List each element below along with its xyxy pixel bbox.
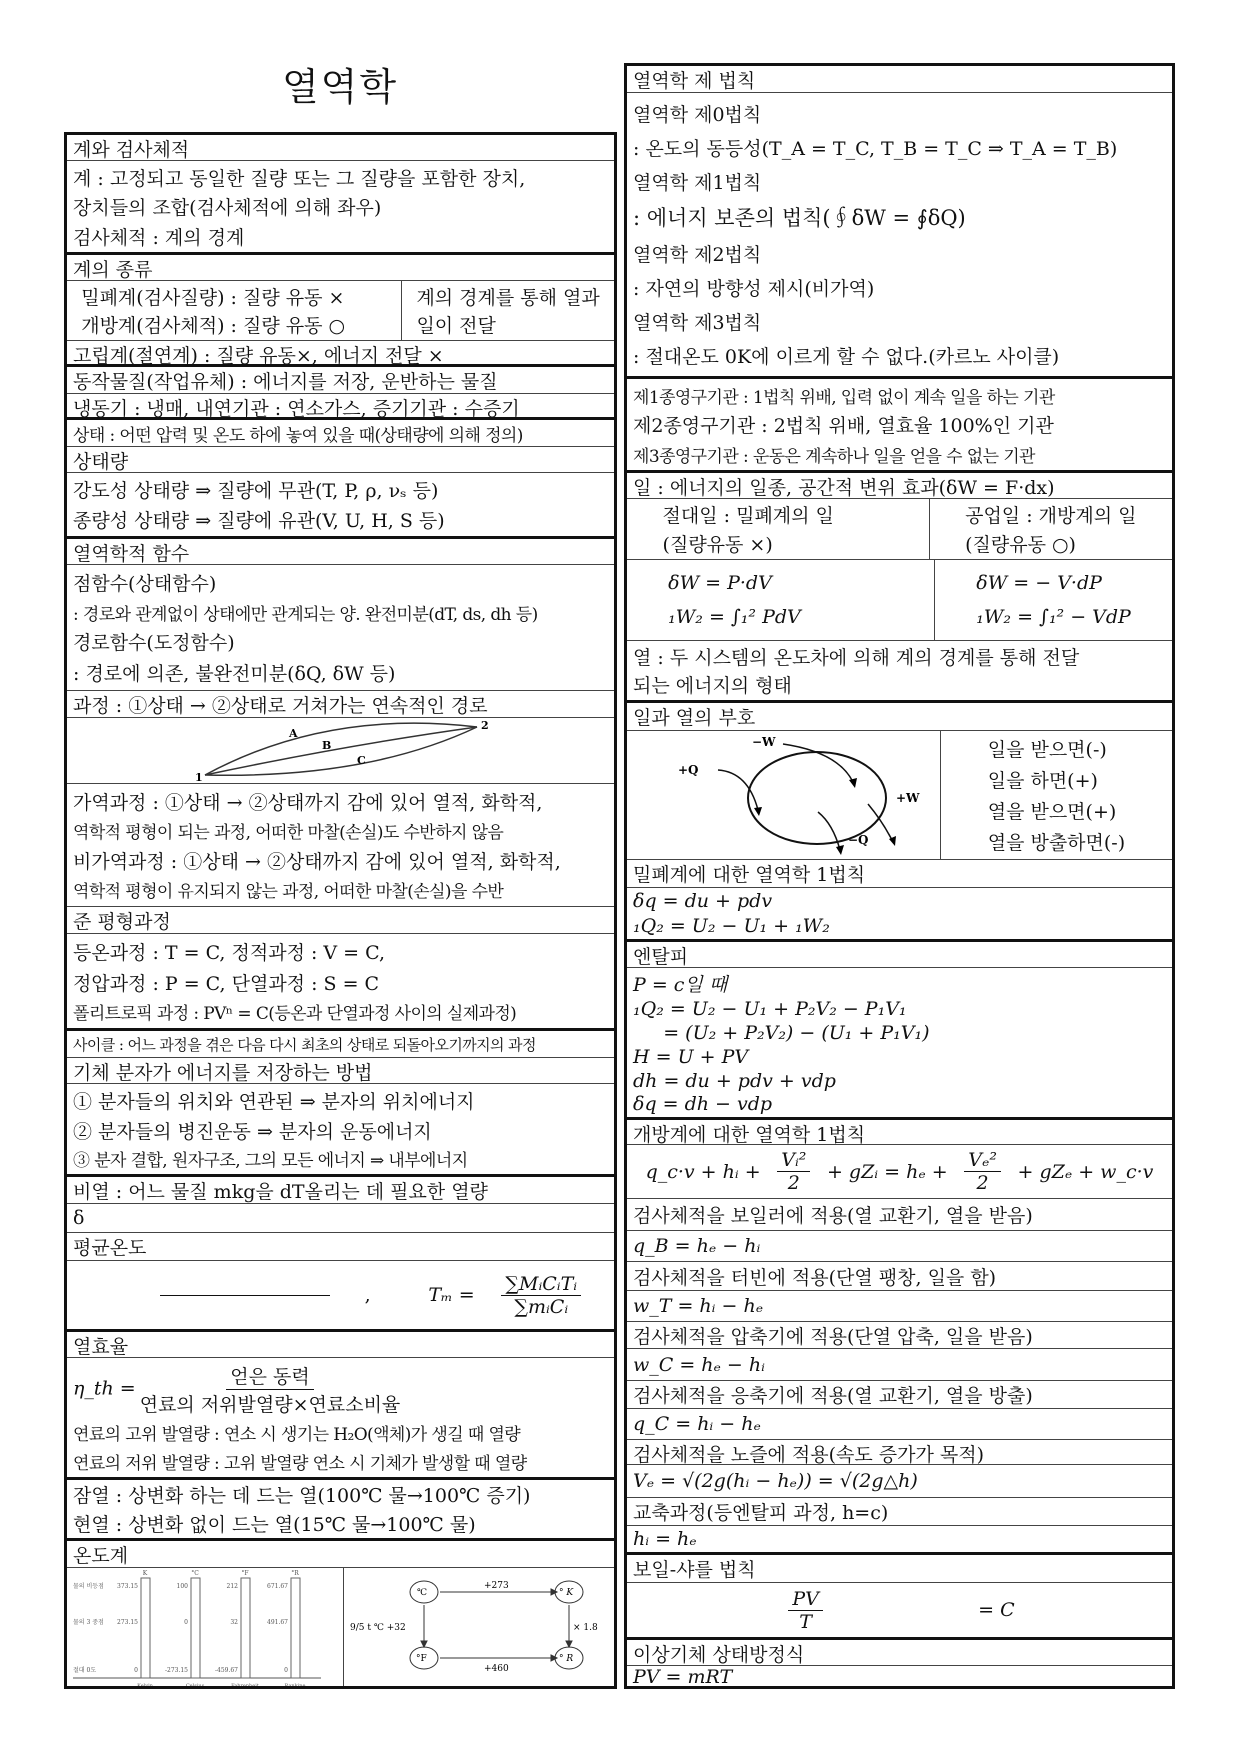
label-plus-w: +W	[895, 790, 920, 805]
numerator: 얻은 동력	[226, 1362, 313, 1390]
arrowhead	[566, 1641, 572, 1647]
scale-text: 0	[284, 1667, 288, 1674]
conv-label: +460	[484, 1664, 509, 1674]
formula-part: + gZₑ + w_c·v	[1017, 1160, 1154, 1183]
numerator: PV	[788, 1588, 823, 1611]
section-header	[627, 66, 1172, 93]
process-body	[67, 784, 614, 907]
formula-lhs: η_th =	[73, 1377, 136, 1399]
open-system: 개방계(검사체적) : 질량 유동 ○	[81, 315, 346, 338]
app-title: 검사체적을 압축기에 적용(단열 압축, 일을 받음)	[633, 1326, 1033, 1348]
boyle-formula	[627, 1583, 1172, 1640]
text-line: 경로함수(도정함수)	[73, 632, 235, 655]
sign-body	[627, 731, 1172, 860]
sensible-heat: 현열 : 상변화 없이 드는 열(15℃ 물→100℃ 물)	[73, 1513, 476, 1536]
denominator: ∑mᵢCᵢ	[514, 1295, 569, 1318]
intensive: 강도성 상태량 ⇒ 질량에 무관(T, P, ρ, νₛ 등)	[73, 480, 439, 502]
open-header: 개방계에 대한 열역학 1법칙	[633, 1124, 866, 1145]
working-row	[67, 367, 614, 394]
thermometer-bar	[141, 1578, 150, 1678]
text-line: (질량유동 ○)	[965, 534, 1076, 556]
thermometer-header: 온도계	[73, 1545, 129, 1567]
node-label: °F	[416, 1654, 427, 1664]
text-line: 열을 방출하면(-)	[987, 832, 1126, 854]
text-line: 점함수(상태함수)	[73, 572, 217, 595]
formula: w_C = hₑ − hᵢ	[633, 1353, 765, 1376]
section-header	[67, 447, 614, 473]
label-c: C	[357, 753, 366, 767]
text-line: : 절대온도 0K에 이르게 할 수 없다.(카르노 사이클)	[633, 345, 1060, 368]
scale-text: 100	[176, 1583, 188, 1590]
label-1: 1	[195, 770, 203, 783]
table-row	[627, 1262, 1172, 1291]
scale-text: 212	[226, 1583, 238, 1590]
formula: ₁Q₂ = U₂ − U₁ + ₁W₂	[633, 914, 830, 937]
scale-text: 373.15	[117, 1583, 138, 1590]
table-row	[627, 1199, 1172, 1231]
formula-part: = C	[978, 1599, 1015, 1621]
text-line: (질량유동 ×)	[662, 534, 773, 556]
scale-text: 0	[134, 1667, 138, 1674]
text-line: 비가역과정 : ①상태 → ②상태까지 감에 있어 열적, 화학적,	[73, 850, 561, 873]
node-label: ° K	[559, 1588, 574, 1598]
app-title: 검사체적을 터빈에 적용(단열 팽창, 일을 함)	[633, 1266, 997, 1289]
text-line: 계 : 고정되고 동일한 질량 또는 그 질량을 포함한 장치,	[73, 167, 526, 190]
formula: δW = − V·dP	[976, 572, 1102, 594]
formula: q_B = hₑ − hᵢ	[633, 1235, 761, 1257]
higher-heating-value: 연료의 고위 발열량 : 연소 시 생기는 H₂O(액체)가 생길 때 열량	[73, 1425, 521, 1445]
text-line: : 경로와 관계없이 상태에만 관계되는 양. 완전미분(dT, ds, dh 등)	[73, 604, 538, 625]
formula: δq = du + pdv	[633, 890, 773, 913]
text-line: : 온도의 동등성(T_A = T_C, T_B = T_C ⇒ T_A = T_B)	[633, 138, 1118, 161]
app-title: 검사체적을 응축기에 적용(열 교환기, 열을 방출)	[633, 1385, 1033, 1407]
row-label: 물의 3 중점	[73, 1619, 104, 1626]
section-header	[67, 691, 614, 718]
heat-body	[627, 641, 1172, 703]
blank-line	[160, 1295, 330, 1296]
section-header	[627, 473, 1172, 499]
app-title: 교축과정(등엔탈피 과정, h=c)	[633, 1502, 889, 1524]
numerator: Vᵢ²	[777, 1149, 810, 1172]
enthalpy-header: 엔탈피	[633, 946, 689, 968]
work-types	[627, 499, 1172, 560]
types-split	[67, 281, 614, 341]
formula: H = U + PV	[633, 1045, 749, 1068]
formula: ₁W₂ = ∫₁² − VdP	[976, 606, 1131, 628]
refrigerant-row	[67, 394, 614, 420]
app-title: 검사체적을 보일러에 적용(열 교환기, 열을 받음)	[633, 1205, 1033, 1227]
closed-system: 밀폐계(검사질량) : 질량 유동 ×	[81, 286, 345, 309]
section-header	[67, 135, 614, 161]
lower-heating-value: 연료의 저위 발열량 : 고위 발열량 연소 시 기체가 발생할 때 열량	[73, 1453, 527, 1474]
label-minus-w: −W	[751, 734, 776, 749]
text-line: ② 분자들의 병진운동 ⇒ 분자의 운동에너지	[73, 1120, 432, 1143]
text-line: 열역학 제2법칙	[633, 243, 762, 266]
conv-label: 9/5 t ℃ +32	[350, 1623, 406, 1633]
app-title: 검사체적을 노즐에 적용(속도 증가가 목적)	[633, 1444, 985, 1465]
system-header: 계와 검사체적	[73, 139, 190, 161]
table-row	[627, 1465, 1172, 1498]
scale-text: 491.67	[267, 1619, 288, 1626]
formula: w_T = hᵢ − hₑ	[633, 1295, 764, 1317]
page-title: 열역학	[281, 65, 399, 109]
thermometer-bar	[291, 1578, 300, 1678]
scale-text: K	[142, 1570, 148, 1577]
process-header: 과정 : ①상태 → ②상태로 거쳐가는 연속적인 경로	[73, 695, 488, 717]
table-row	[627, 1381, 1172, 1409]
thermometer-bar	[191, 1578, 200, 1678]
efficiency-header: 열효율	[73, 1336, 129, 1358]
arrow-work-in	[783, 744, 853, 782]
working-fluid: 동작물질(작업유체) : 에너지를 저장, 운반하는 물질	[73, 371, 498, 393]
conv-label: × 1.8	[573, 1623, 598, 1633]
formula: ₁W₂ = ∫₁² PdV	[668, 606, 801, 628]
latent-body	[67, 1480, 614, 1541]
state-body	[67, 473, 614, 539]
state-header: 상태량	[73, 451, 129, 473]
section-header	[627, 860, 1172, 888]
text-line: 역학적 평형이 되는 과정, 어떠한 마찰(손실)도 수반하지 않음	[73, 823, 504, 844]
section-header	[627, 1640, 1172, 1666]
arrow-work-out	[868, 804, 893, 842]
laws-body	[627, 93, 1172, 379]
ideal-header: 이상기체 상태방정식	[633, 1644, 805, 1666]
text-line: ③ 분자 결합, 원자구조, 그의 모든 에너지 ⇒ 내부에너지	[73, 1151, 468, 1172]
mean-temp-formula	[67, 1261, 614, 1332]
state-def: 상태 : 어떤 압력 및 온도 하에 놓여 있을 때(상태량에 의해 정의)	[73, 425, 523, 446]
scale-text: 273.15	[117, 1619, 138, 1626]
specific-heat: 비열 : 어느 물질 mkg을 dT올리는 데 필요한 열량	[73, 1181, 488, 1203]
formula: ₁Q₂ = U₂ − U₁ + P₂V₂ − P₁V₁	[633, 998, 907, 1021]
section-header	[67, 1332, 614, 1358]
text-line: 제1종영구기관 : 1법칙 위배, 입력 없이 계속 일을 하는 기관	[633, 387, 1055, 408]
arrow-heat-in	[718, 770, 758, 810]
refrigerant: 냉동기 : 냉매, 내연기관 : 연소가스, 증기기관 : 수증기	[73, 398, 520, 420]
section-header	[67, 1541, 614, 1568]
closed-header: 밀폐계에 대한 열역학 1법칙	[633, 864, 866, 886]
formula-lhs: Tₘ =	[428, 1284, 475, 1306]
text-line: 공업일 : 개방계의 일	[965, 505, 1137, 527]
types-header: 계의 종류	[73, 259, 153, 281]
scale-text: Fahrenheit	[231, 1683, 259, 1686]
text-line: 열역학 제1법칙	[633, 172, 762, 195]
boyle-header: 보일-샤를 법칙	[633, 1559, 756, 1581]
formula: hᵢ = hₑ	[633, 1528, 697, 1550]
text-line: 일이 전달	[416, 315, 496, 338]
arrowhead	[421, 1641, 427, 1647]
scale-text: 671.67	[267, 1583, 288, 1590]
section-header	[67, 255, 614, 281]
arrowhead	[849, 778, 857, 788]
extensive: 종량성 상태량 ⇒ 질량에 유관(V, U, H, S 등)	[73, 510, 445, 532]
scale-text: °F	[241, 1570, 249, 1577]
text-line: 역학적 평형이 유지되지 않는 과정, 어떠한 마찰(손실)을 수반	[73, 882, 504, 903]
isolated-system: 고립계(절연계) : 질량 유동×, 에너지 전달 ×	[73, 345, 444, 367]
text-line: 제2종영구기관 : 2법칙 위배, 열효율 100%인 기관	[633, 415, 1054, 437]
text-line: : 에너지 보존의 법칙(∮δW = ∮δQ)	[633, 206, 966, 231]
denominator: 2	[976, 1172, 989, 1194]
cycle: 사이클 : 어느 과정을 겪은 다음 다시 최초의 상태로 되돌아오기까지의 과정	[73, 1035, 536, 1054]
text-line: 되는 에너지의 형태	[633, 675, 792, 698]
formula: δq = dh − vdp	[633, 1093, 773, 1116]
section-header	[627, 942, 1172, 968]
table-row	[627, 1291, 1172, 1322]
section-header	[627, 1555, 1172, 1583]
scale-text: -273.15	[164, 1667, 188, 1674]
text-line: 절대일 : 밀폐계의 일	[662, 505, 834, 527]
formula: q_C = hᵢ − hₑ	[633, 1413, 761, 1435]
delta-row	[67, 1204, 614, 1233]
work-formulas	[627, 560, 1172, 641]
functions-body	[67, 565, 614, 691]
state-def-row	[67, 420, 614, 447]
text-line: 열 : 두 시스템의 온도차에 의해 계의 경계를 통해 전달	[633, 646, 1080, 669]
denominator: 2	[787, 1172, 800, 1194]
text-line: 장치들의 조합(검사체적에 의해 좌우)	[73, 197, 382, 219]
row-label: 절대 0도	[73, 1667, 97, 1674]
section-header	[627, 703, 1172, 731]
efficiency-body	[67, 1358, 614, 1480]
text-line: 열을 받으면(+)	[987, 801, 1117, 823]
node-label: ° R	[559, 1654, 574, 1664]
text-line: : 자연의 방향성 제시(비가역)	[633, 277, 875, 300]
numerator: Vₑ²	[964, 1149, 1001, 1172]
system-ellipse	[748, 752, 886, 844]
process-diagram	[67, 718, 614, 784]
node-label: ℃	[417, 1588, 428, 1598]
arrowhead	[754, 807, 762, 816]
process-path-diagram	[67, 719, 614, 783]
conv-label: +273	[484, 1581, 509, 1591]
denominator: T	[799, 1610, 812, 1633]
section-header	[67, 1058, 614, 1084]
table-row	[627, 1498, 1172, 1526]
formula: = (U₂ + P₂V₂) − (U₁ + P₁V₁)	[633, 1022, 930, 1045]
ideal-formula	[627, 1666, 1172, 1686]
separator: ,	[364, 1284, 371, 1306]
section-header	[627, 1120, 1172, 1145]
text-line: ① 분자들의 위치와 연관된 ⇒ 분자의 위치에너지	[73, 1090, 475, 1113]
sign-header: 일과 열의 부호	[633, 707, 756, 729]
text-line: 제3종영구기관 : 운동은 계속하나 일을 얻을 수 없는 기관	[633, 446, 1035, 467]
section-header	[67, 1233, 614, 1261]
open-formula	[627, 1145, 1172, 1199]
perpetual-body	[627, 379, 1172, 473]
formula-part: + gZᵢ = hₑ +	[826, 1160, 948, 1183]
enthalpy-body	[627, 968, 1172, 1120]
closed-body	[627, 888, 1172, 942]
section-header	[67, 539, 614, 565]
scale-text: 32	[230, 1619, 238, 1626]
scale-text: °C	[191, 1570, 199, 1577]
energy-header: 기체 분자가 에너지를 저장하는 방법	[73, 1062, 373, 1084]
scale-text: Kelvin	[137, 1683, 153, 1686]
functions-header: 열역학적 함수	[73, 543, 190, 565]
section-header	[67, 907, 614, 934]
scale-text: Rankine	[284, 1683, 306, 1686]
table-row	[627, 1440, 1172, 1465]
text-line: 열역학 제3법칙	[633, 311, 762, 334]
formula: dh = du + pdv + vdp	[633, 1069, 836, 1092]
formula: P = c일 때	[633, 973, 728, 996]
arrowhead	[551, 1655, 557, 1661]
conversion-diagram	[344, 1568, 614, 1686]
arrowhead	[836, 845, 844, 855]
formula: PV = mRT	[633, 1666, 733, 1686]
scale-text: °R	[291, 1570, 299, 1577]
thermometer-bar	[241, 1578, 250, 1678]
text-line: 정압과정 : P = C, 단열과정 : S = C	[73, 972, 380, 995]
row-label: 물의 비등점	[73, 1583, 104, 1590]
scale-text: -459.67	[214, 1667, 238, 1674]
text-line: 등온과정 : T = C, 정적과정 : V = C,	[73, 941, 386, 964]
label-b: B	[322, 738, 332, 752]
text-line: 계의 경계를 통해 열과	[416, 286, 600, 309]
text-line: 일을 하면(+)	[987, 770, 1098, 792]
scale-text: 0	[184, 1619, 188, 1626]
left-column	[64, 132, 617, 1689]
label-minus-q: −Q	[847, 832, 869, 847]
thermometer-diagrams	[67, 1568, 614, 1686]
formula: Vₑ = √(2g(hᵢ − hₑ)) = √(2g△h)	[633, 1470, 918, 1492]
table-row	[627, 1322, 1172, 1349]
formula-part: q_c·v + hᵢ +	[645, 1160, 761, 1183]
cycle-row	[67, 1031, 614, 1058]
text-line: 검사체적 : 계의 경계	[73, 226, 245, 249]
text-line: 일을 받으면(-)	[987, 739, 1107, 761]
table-row	[627, 1409, 1172, 1440]
mean-temp-header: 평균온도	[73, 1237, 147, 1259]
right-column	[624, 63, 1175, 1689]
text-line: 폴리트로픽 과정 : PVⁿ = C(등온과 단열과정 사이의 실제과정)	[73, 1004, 517, 1025]
text-line: 가역과정 : ①상태 → ②상태까지 감에 있어 열적, 화학적,	[73, 791, 543, 814]
quasi-header: 준 평형과정	[73, 911, 171, 933]
energy-body	[67, 1084, 614, 1177]
table-row	[627, 1349, 1172, 1381]
temperature-scales-chart	[67, 1568, 343, 1686]
system-body	[67, 161, 614, 255]
quasi-body	[67, 934, 614, 1031]
isolated-row	[67, 341, 614, 367]
latent-heat: 잠열 : 상변화 하는 데 드는 열(100℃ 물→100℃ 증기)	[73, 1485, 531, 1508]
specific-heat-row	[67, 1177, 614, 1204]
label-plus-q: +Q	[677, 762, 699, 777]
formula: δW = P·dV	[668, 572, 772, 594]
numerator: ∑MᵢCᵢTᵢ	[501, 1273, 581, 1296]
table-row	[627, 1231, 1172, 1262]
label-2: 2	[481, 718, 489, 732]
laws-header: 열역학 제 법칙	[633, 70, 756, 92]
label-a: A	[289, 726, 298, 740]
arrowhead	[551, 1589, 557, 1595]
denominator: 연료의 저위발열량×연료소비율	[139, 1393, 401, 1416]
table-row	[627, 1526, 1172, 1555]
sign-convention-diagram	[668, 732, 940, 859]
text-line: : 경로에 의존, 불완전미분(δQ, δW 등)	[73, 663, 396, 686]
text-line: 열역학 제0법칙	[633, 104, 762, 127]
path-c	[205, 727, 477, 775]
work-header: 일 : 에너지의 일종, 공간적 변위 효과(δW = F·dx)	[633, 477, 1055, 499]
delta-symbol: δ	[73, 1207, 85, 1229]
scale-text: Celsius	[185, 1683, 205, 1686]
